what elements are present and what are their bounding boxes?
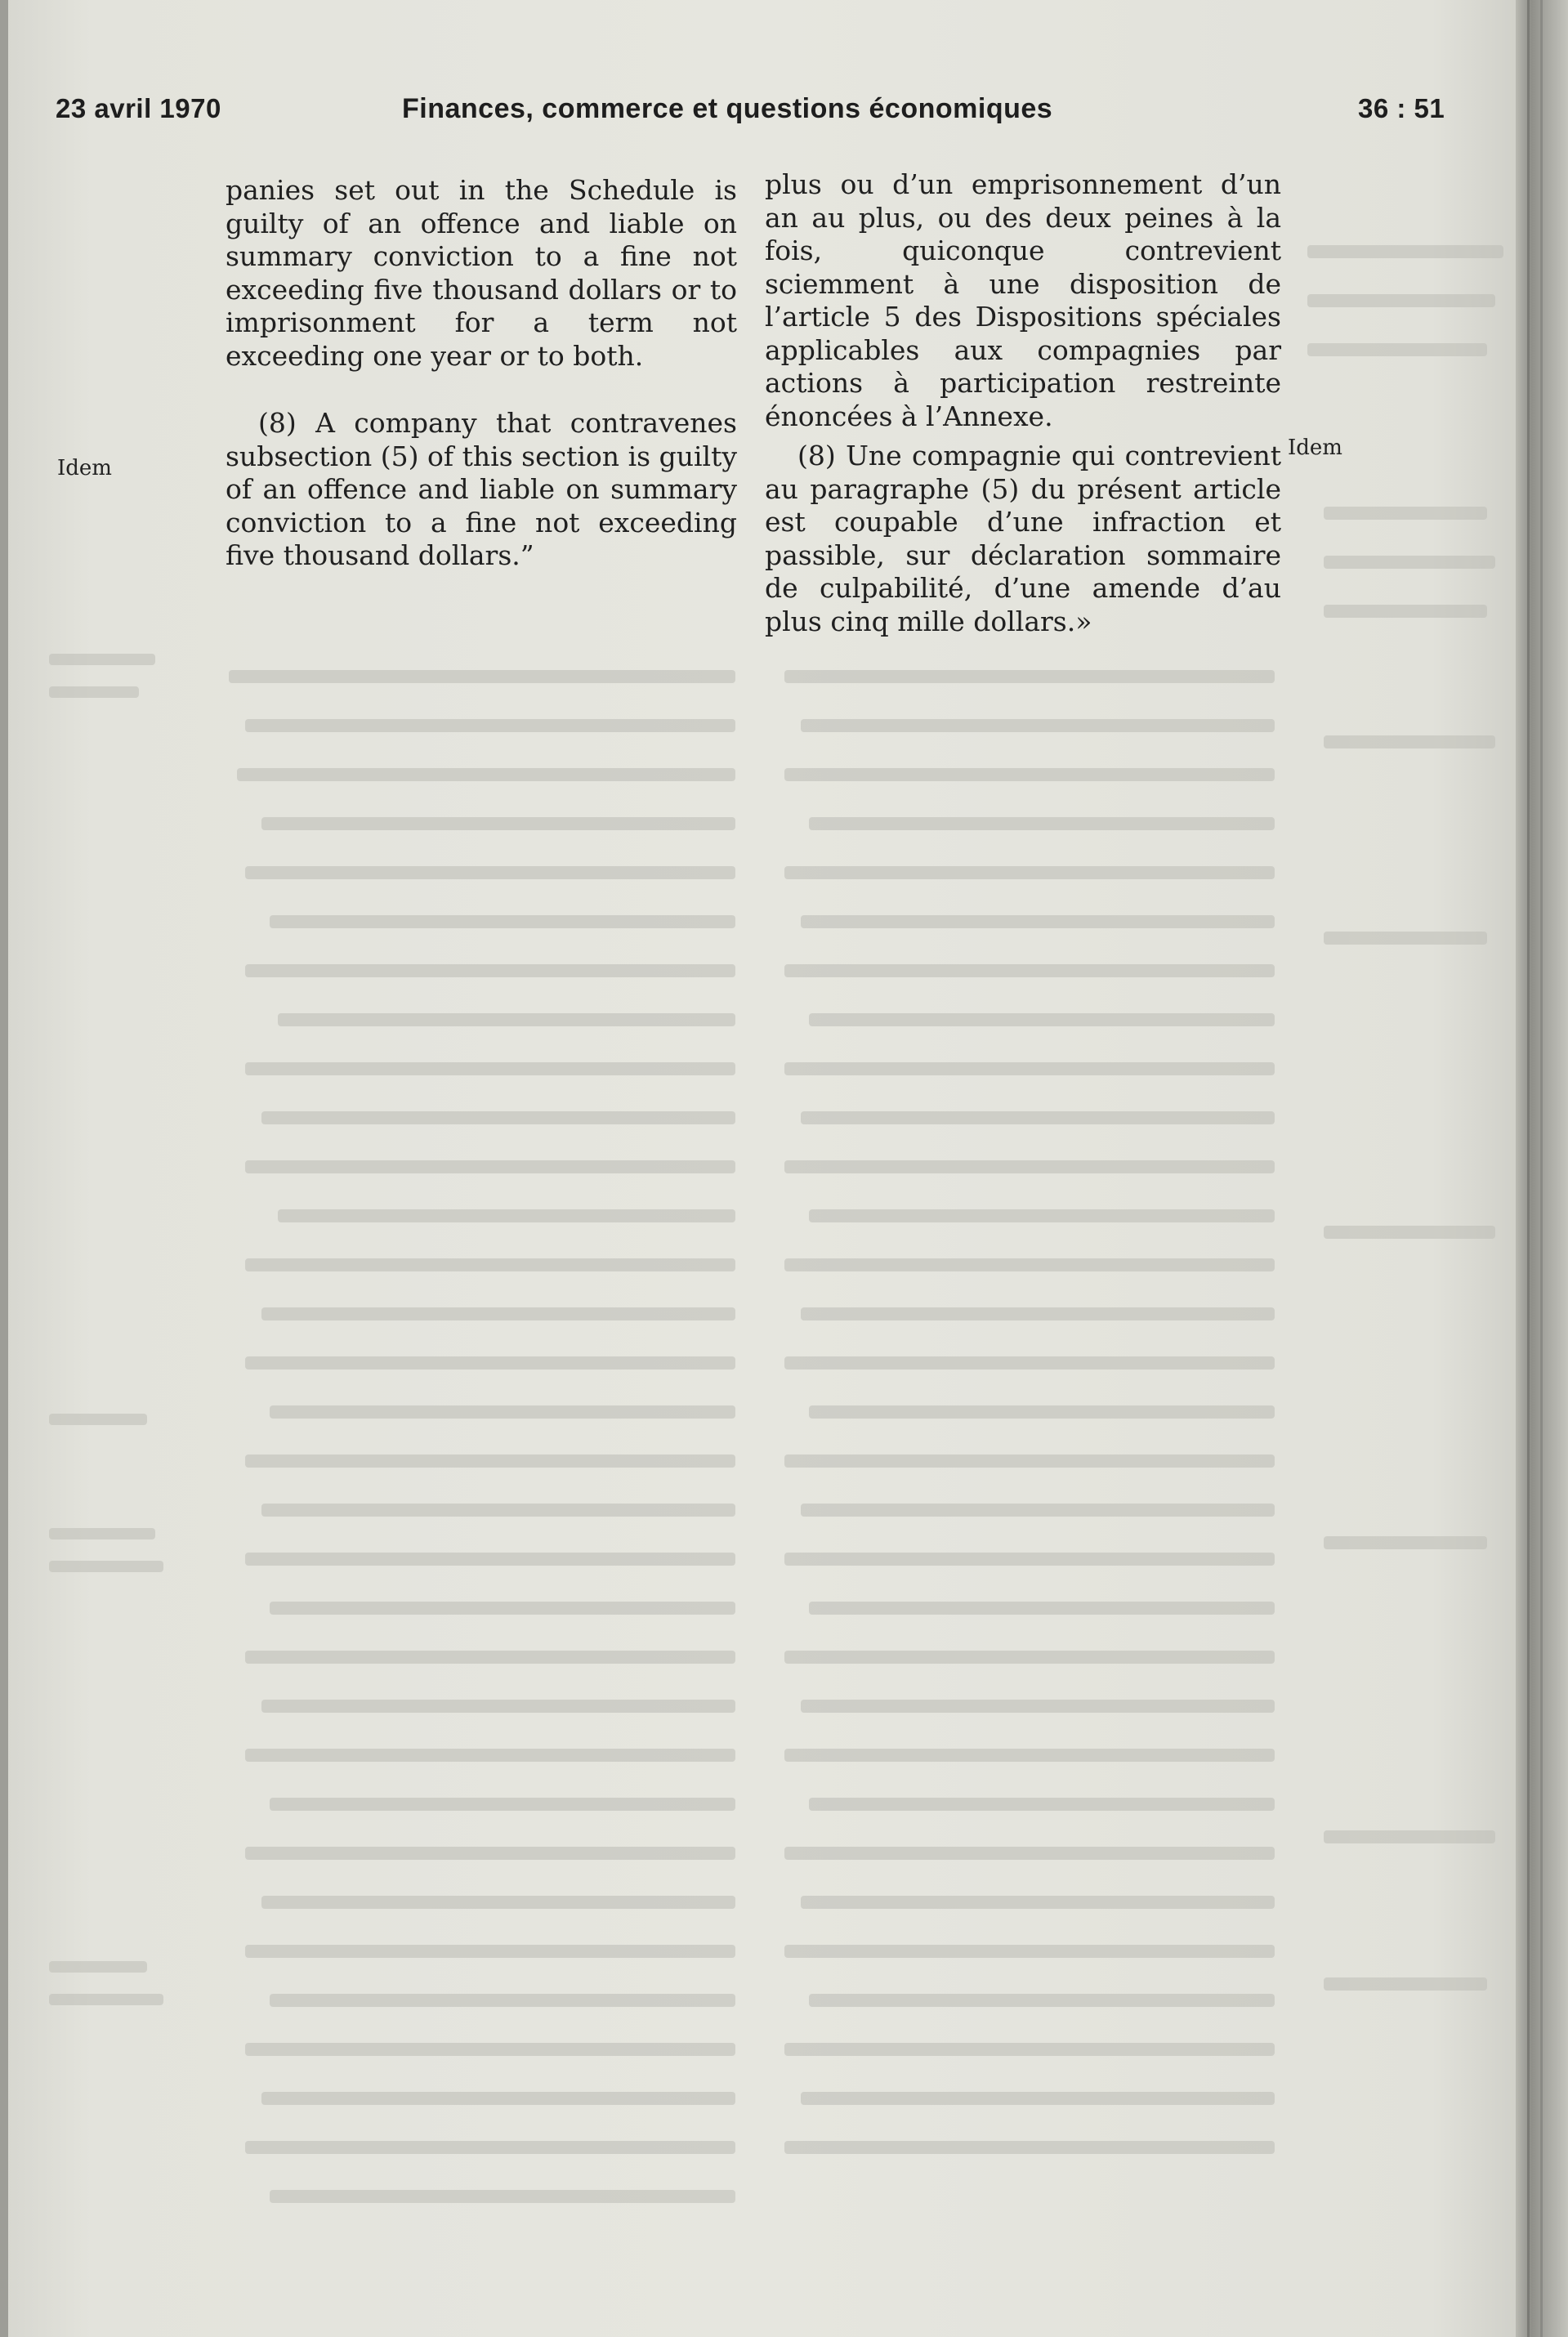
page-edge-shadow (1516, 0, 1568, 2337)
english-column (226, 174, 737, 573)
english-paragraph-1: panies set out in the Schedule is guilty of an offence and liable on summary conviction to a fine not exceeding five thousand dollars or to imprisonment for a term not exceeding one year or to both. (226, 174, 737, 372)
page-edge-line (1540, 0, 1543, 2337)
margin-note-right: Idem (1288, 436, 1342, 460)
header-page-number: 36 : 51 (1358, 93, 1445, 123)
header-title: Finances, commerce et questions économiques (402, 93, 1053, 124)
english-paragraph-2: (8) A company that contravenes subsection (5) of this section is guilty of an offence and liable on summary conviction to a fine not exceeding five thousand dollars.” (226, 407, 737, 571)
page-edge-line (1527, 0, 1530, 2337)
header-date: 23 avril 1970 (56, 93, 221, 123)
page-gutter-shadow (0, 0, 8, 2337)
margin-note-left: Idem (57, 456, 112, 480)
french-paragraph-2: (8) Une compagnie qui contrevient au paragraphe (5) du présent article est coupable d’une infraction et passible, sur déclaration sommaire de culpabilité, d’une amende d’au plus cinq mille dollars.» (765, 440, 1281, 637)
french-column (765, 168, 1281, 638)
french-paragraph-1: plus ou d’un emprisonnement d’un an au plus, ou des deux peines à la fois, quiconque contrevient sciemment à une disposition de l’article 5 des Dispositions spéciales applicables aux compagnies par actions à participation restreinte énoncées à l’Annexe. (765, 168, 1281, 432)
